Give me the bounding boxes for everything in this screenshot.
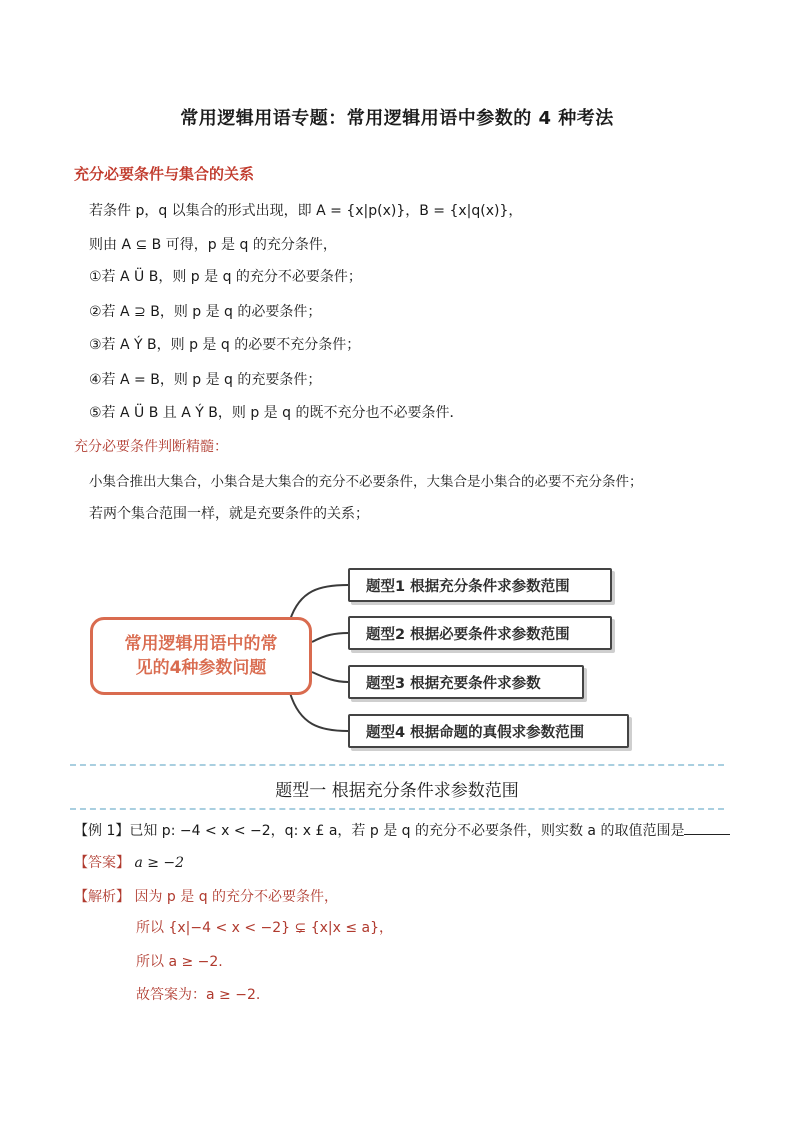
example-label: 【例 1】 <box>74 823 130 839</box>
connector-3 <box>312 672 348 682</box>
answer-row <box>74 852 184 872</box>
mindmap-branch-2: 题型2 根据必要条件求参数范围 <box>348 616 612 650</box>
tip-line: 小集合推出大集合，小集合是大集合的充分不必要条件，大集合是小集合的必要不充分条件； <box>89 474 643 490</box>
solution-line: 因为 p 是 q 的充分不必要条件， <box>134 889 339 905</box>
divider-bottom <box>70 808 724 810</box>
type-title: 题型一 根据充分条件求参数范围 <box>275 781 519 801</box>
mindmap-center-line: 见的4种参数问题 <box>135 658 267 678</box>
solution-row <box>74 886 338 906</box>
connector-1 <box>290 585 348 620</box>
solution-line: 故答案为：a ≥ −2. <box>136 987 261 1003</box>
section-line: 则由 A ⊆ B 可得，p 是 q 的充分条件， <box>89 237 337 253</box>
answer-blank <box>684 822 730 835</box>
solution-label: 【解析】 <box>74 889 130 905</box>
mindmap-branch-1: 题型1 根据充分条件求参数范围 <box>348 568 612 602</box>
page-title: 常用逻辑用语专题：常用逻辑用语中参数的 4 种考法 <box>180 108 614 129</box>
solution-line: 所以 {x|−4 < x < −2} ⊊ {x|x ≤ a}， <box>136 920 394 936</box>
section-heading: 充分必要条件与集合的关系 <box>74 165 255 183</box>
divider-top <box>70 764 724 766</box>
mindmap-branch-4: 题型4 根据命题的真假求参数范围 <box>348 714 629 748</box>
section-line: 若条件 p，q 以集合的形式出现，即 A = {x|p(x)}，B = {x|q(x)}， <box>89 203 523 219</box>
solution-line: 所以 a ≥ −2. <box>136 954 223 970</box>
connector-4 <box>290 693 348 731</box>
tip-line: 若两个集合范围一样，就是充要条件的关系； <box>89 506 369 522</box>
example-question <box>74 820 730 840</box>
tip-heading: 充分必要条件判断精髓： <box>74 439 228 455</box>
section-line: ③若 A Ý B，则 p 是 q 的必要不充分条件； <box>89 337 361 353</box>
connector-2 <box>312 633 348 642</box>
example-text: 已知 p: −4 < x < −2，q: x £ a，若 p 是 q 的充分不必要条件，则实数 a 的取值范围是 <box>129 823 685 839</box>
answer-label: 【答案】 <box>74 855 130 871</box>
mindmap-center-line: 常用逻辑用语中的常 <box>124 634 278 654</box>
section-line: ②若 A ⊇ B，则 p 是 q 的必要条件； <box>89 304 322 320</box>
section-line: ④若 A = B，则 p 是 q 的充要条件； <box>89 372 322 388</box>
mindmap-branch-3: 题型3 根据充要条件求参数 <box>348 665 584 699</box>
section-line: ①若 A Ü B，则 p 是 q 的充分不必要条件； <box>89 269 362 285</box>
answer-value: a ≥ −2 <box>134 855 185 871</box>
mindmap-center-node <box>90 617 312 695</box>
section-line: ⑤若 A Ü B 且 A Ý B，则 p 是 q 的既不充分也不必要条件． <box>89 405 464 421</box>
